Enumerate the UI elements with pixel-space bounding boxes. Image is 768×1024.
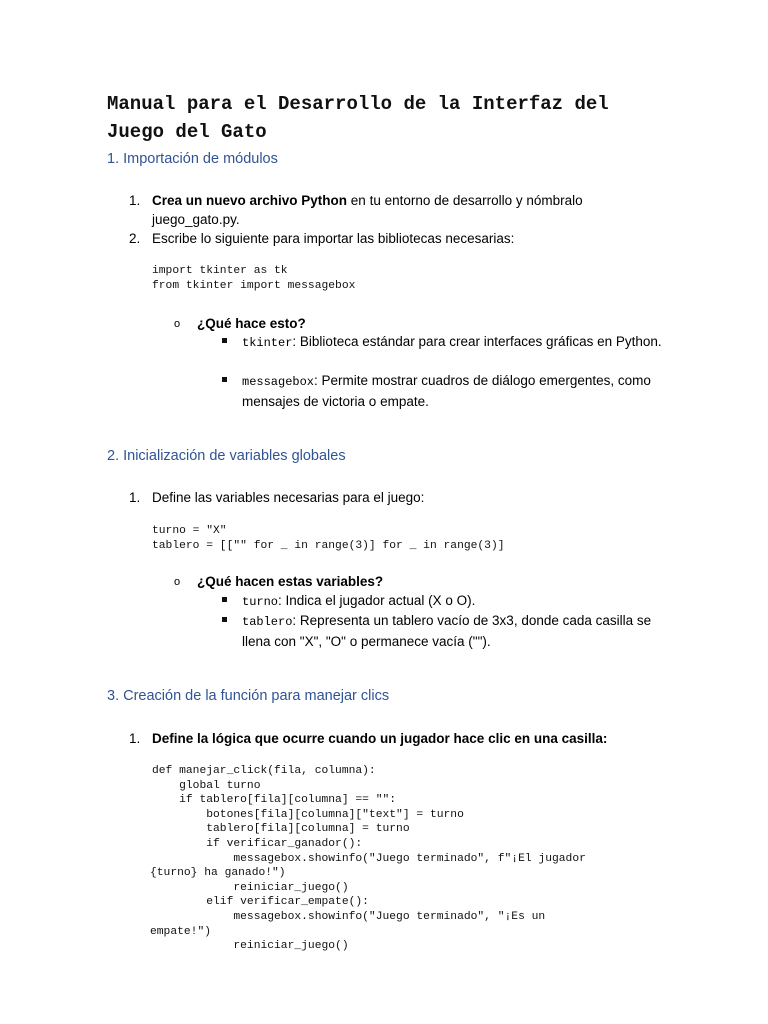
code-line: reiniciar_juego() (152, 881, 349, 894)
sub-item-term: messagebox (242, 375, 315, 389)
step-number: 1. (129, 490, 141, 505)
code-line: reiniciar_juego() (152, 940, 349, 953)
section-heading: 3. Creación de la función para manejar clics (107, 688, 390, 704)
code-line: messagebox.showinfo("Juego terminado", "¡Es un (152, 910, 546, 923)
sub-item-desc: : Biblioteca estándar para crear interfaces gráficas en Python. (292, 334, 662, 349)
square-bullet-icon (222, 338, 227, 343)
code-line-wrapped: empate!") (150, 925, 212, 938)
document-title: Manual para el Desarrollo de la Interfaz del Juego del Gato (107, 93, 609, 143)
section-heading: 1. Importación de módulos (107, 151, 278, 167)
code-line: elif verificar_empate(): (152, 896, 369, 909)
circle-bullet-icon: o (174, 576, 181, 588)
step-number: 2. (129, 231, 141, 246)
sub-heading (197, 572, 677, 591)
step-number: 1. (129, 731, 141, 746)
code-line: messagebox.showinfo("Juego terminado", f"¡El jugador (152, 852, 586, 865)
sub-item-desc: : Representa un tablero vacío de 3x3, donde cada casilla se llena con "X", "O" o permanece vacía (""). (242, 613, 652, 649)
step-bold-text: Define la lógica que ocurre cuando un jugador hace clic en una casilla: (152, 731, 608, 746)
step-rest-text: en tu entorno de desarrollo y nómbralo juego_gato.py. (152, 193, 583, 227)
sub-item (242, 591, 672, 612)
code-line: global turno (152, 779, 261, 792)
step-text (152, 488, 632, 507)
code-block: turno = "X" tablero = [["" for _ in range(3)] for _ in range(3)] (152, 525, 505, 552)
circle-bullet-icon: o (174, 318, 181, 330)
sub-item (242, 332, 672, 353)
step-text (152, 729, 632, 748)
code-line: if tablero[fila][columna] == "": (152, 794, 397, 807)
sub-heading-text: ¿Qué hacen estas variables? (197, 574, 384, 589)
code-line: def manejar_click(fila, columna): (152, 765, 376, 777)
sub-item-term: turno (242, 595, 279, 609)
square-bullet-icon (222, 377, 227, 382)
code-line: if verificar_ganador(): (152, 837, 363, 850)
step-number: 1. (129, 193, 141, 208)
code-line: botones[fila][columna]["text"] = turno (152, 808, 464, 821)
section-heading: 2. Inicialización de variables globales (107, 448, 346, 464)
sub-item (242, 371, 672, 411)
sub-item-term: tkinter (242, 336, 293, 350)
sub-item (242, 611, 672, 651)
square-bullet-icon (222, 617, 227, 622)
step-rest-text: Define las variables necesarias para el juego: (152, 490, 425, 505)
step-bold-text: Crea un nuevo archivo Python (152, 193, 348, 208)
sub-item-desc: : Indica el jugador actual (X o O). (278, 593, 476, 608)
step-text (152, 229, 632, 248)
step-rest-text: Escribe lo siguiente para importar las bibliotecas necesarias: (152, 231, 515, 246)
code-block (152, 764, 586, 954)
sub-heading (197, 314, 677, 333)
sub-item-desc: : Permite mostrar cuadros de diálogo emergentes, como mensajes de victoria o empate. (242, 373, 651, 409)
step-text (152, 191, 632, 229)
code-line: tablero[fila][columna] = turno (152, 823, 410, 836)
code-line-wrapped: {turno} ha ganado!") (150, 867, 286, 880)
code-block: import tkinter as tk from tkinter import messagebox (152, 265, 356, 292)
sub-item-term: tablero (242, 615, 293, 629)
sub-heading-text: ¿Qué hace esto? (197, 316, 306, 331)
square-bullet-icon (222, 597, 227, 602)
